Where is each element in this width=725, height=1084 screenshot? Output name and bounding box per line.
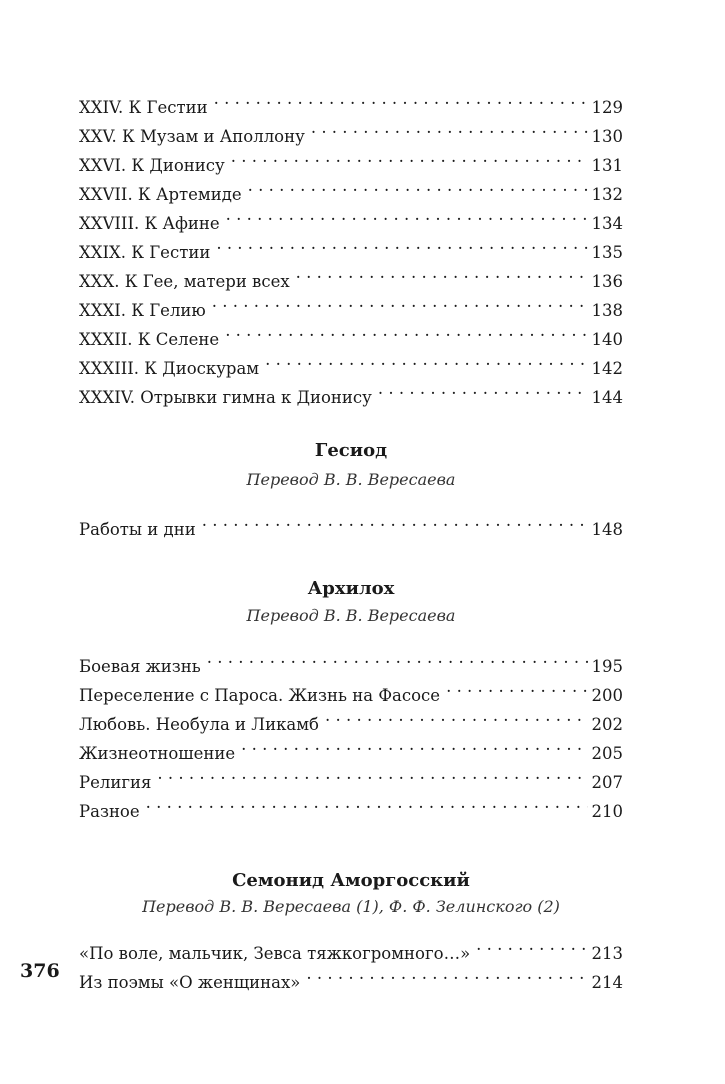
leader-dots <box>296 258 588 287</box>
toc-entry-page: 129 <box>591 98 623 117</box>
section-heading-archilochus: Архилох <box>307 578 395 599</box>
translator-credit-archilochus: Перевод В. В. Вересаева <box>246 606 456 625</box>
leader-dots <box>202 506 588 535</box>
toc-entry-title: Религия <box>79 773 152 792</box>
toc-entry-page: 213 <box>591 944 623 963</box>
toc-entry-page: 138 <box>591 301 623 320</box>
toc-entry-title: Разное <box>79 802 140 821</box>
leader-dots <box>214 84 588 113</box>
toc-entry-title: Боевая жизнь <box>79 657 201 676</box>
toc-hesiod <box>79 506 623 539</box>
leader-dots <box>241 730 587 759</box>
toc-entry-page: 202 <box>591 715 623 734</box>
leader-dots <box>157 759 587 788</box>
toc-entry-title: Из поэмы «О женщинах» <box>79 973 301 992</box>
toc-entry-page: 136 <box>591 272 623 291</box>
toc-entry-title: XXXIV. Отрывки гимна к Дионису <box>79 388 372 407</box>
toc-entry-title: Жизнеотношение <box>79 744 236 763</box>
toc-entry-page: 132 <box>591 185 623 204</box>
section-heading-hesiod: Гесиод <box>314 440 388 461</box>
toc-entry-page: 140 <box>591 330 623 349</box>
toc-archilochus <box>79 643 623 821</box>
toc-entry[interactable] <box>79 930 623 963</box>
toc-entry-title: XXVII. К Артемиде <box>79 185 242 204</box>
toc-entry-page: 131 <box>591 156 623 175</box>
toc-entry-title: XXVIII. К Афине <box>79 214 220 233</box>
toc-entry-title: «По воле, мальчик, Зевса тяжкогромного…» <box>79 944 471 963</box>
leader-dots <box>265 345 587 374</box>
toc-entry-title: Переселение с Пароса. Жизнь на Фасосе <box>79 686 441 705</box>
toc-entry[interactable] <box>79 643 623 676</box>
toc-entry-title: XXVI. К Дионису <box>79 156 225 175</box>
leader-dots <box>226 200 588 229</box>
leader-dots <box>476 930 587 959</box>
leader-dots <box>446 672 587 701</box>
toc-entry-page: 148 <box>591 520 623 539</box>
toc-entry-page: 214 <box>591 973 623 992</box>
toc-entry-page: 210 <box>591 802 623 821</box>
toc-entry-page: 205 <box>591 744 623 763</box>
leader-dots <box>325 701 588 730</box>
toc-entry-page: 144 <box>591 388 623 407</box>
toc-entry[interactable] <box>79 506 623 539</box>
section-heading-semonides: Семонид Аморгосский <box>232 870 470 891</box>
toc-entry-page: 135 <box>591 243 623 262</box>
toc-entry-title: XXXIII. К Диоскурам <box>79 359 260 378</box>
leader-dots <box>216 229 587 258</box>
leader-dots <box>306 959 587 988</box>
leader-dots <box>146 788 588 817</box>
toc-entry[interactable] <box>79 788 623 821</box>
toc-entry-title: Работы и дни <box>79 520 196 539</box>
leader-dots <box>378 374 588 403</box>
translator-credit-hesiod: Перевод В. В. Вересаева <box>246 470 456 489</box>
toc-hymns <box>79 84 623 407</box>
toc-entry-title: XXXI. К Гелию <box>79 301 206 320</box>
toc-entry-title: XXXII. К Селене <box>79 330 220 349</box>
toc-entry-page: 142 <box>591 359 623 378</box>
leader-dots <box>225 316 587 345</box>
toc-entry-title: XXIV. К Гестии <box>79 98 208 117</box>
leader-dots <box>231 142 588 171</box>
toc-entry-page: 207 <box>591 773 623 792</box>
toc-entry-title: XXX. К Гее, матери всех <box>79 272 290 291</box>
toc-entry-title: XXV. К Музам и Аполлону <box>79 127 305 146</box>
toc-entry-title: Любовь. Необула и Ликамб <box>79 715 319 734</box>
toc-entry[interactable] <box>79 759 623 792</box>
leader-dots <box>207 643 588 672</box>
page-number: 376 <box>20 960 60 982</box>
toc-entry-page: 134 <box>591 214 623 233</box>
toc-entry-page: 200 <box>591 686 623 705</box>
translator-credit-semonides: Перевод В. В. Вересаева (1), Ф. Ф. Зелинского (2) <box>142 897 560 916</box>
leader-dots <box>212 287 588 316</box>
leader-dots <box>248 171 588 200</box>
toc-entry-page: 195 <box>591 657 623 676</box>
toc-entry-title: XXIX. К Гестии <box>79 243 211 262</box>
toc-entry[interactable] <box>79 84 623 117</box>
leader-dots <box>311 113 588 142</box>
toc-semonides <box>79 930 623 992</box>
toc-entry-page: 130 <box>591 127 623 146</box>
